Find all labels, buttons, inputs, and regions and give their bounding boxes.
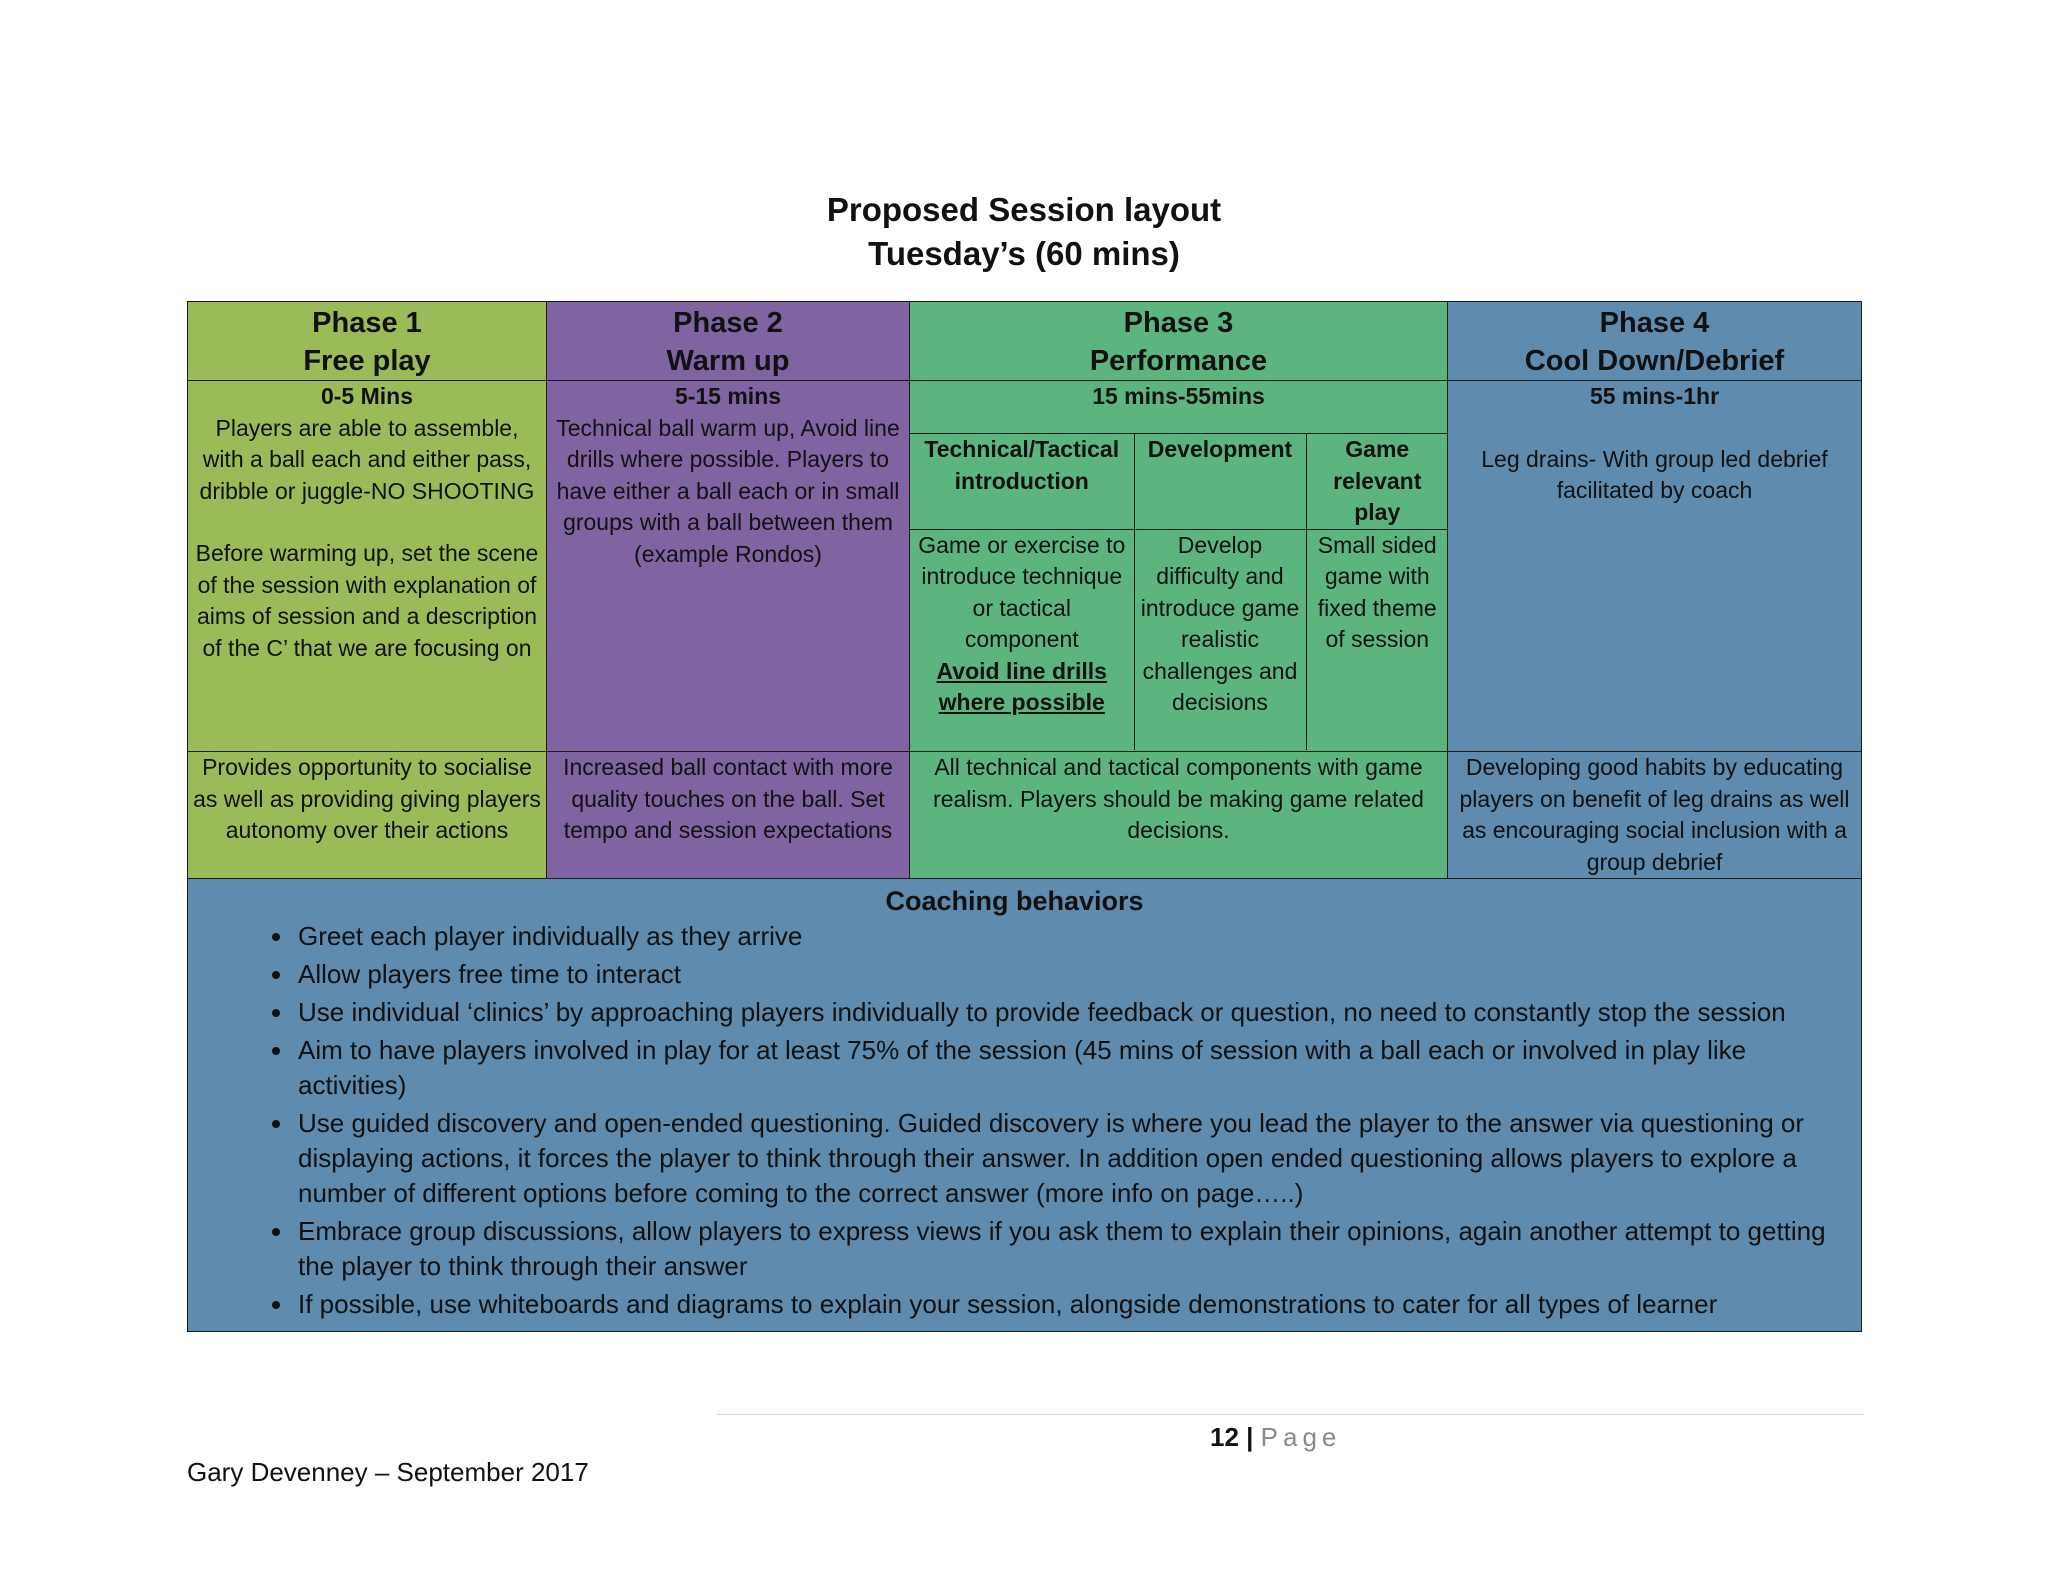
phase-4-time: 55 mins-1hr [1589,383,1720,409]
phase-2-time: 5-15 mins [674,383,782,409]
page-number [1210,1419,1341,1455]
phase-header-row [188,302,1862,381]
footer-divider [716,1414,1864,1415]
coaching-item: • Aim to have players involved in play for at least 75% of the session (45 mins of session with a ball each or involved in play like activities) [295,1033,1841,1103]
footer-author: Gary Devenney – September 2017 [187,1457,589,1487]
phase-3-sub-1-heading: Technical/Tactical introduction [910,434,1134,529]
phase-3-subtable [910,434,1448,750]
phase-3-sub-1-description: Game or exercise to introduce technique or tactical component [918,531,1126,652]
phase-4-benefit: Developing good habits by educating players on benefit of leg drains as well as encouraging social inclusion with a group debrief [1448,752,1862,879]
phase-2-detail [547,381,910,752]
phase-3-sub-2-description: Develop difficulty and introduce game realistic challenges and decisions [1134,529,1306,750]
phase-4-description: Leg drains- With group led debrief facilitated by coach [1481,445,1828,503]
phase-3-sub-3-heading: Game relevant play [1306,434,1448,529]
phase-2-header [547,302,910,381]
page-number-separator: | [1246,1422,1254,1452]
title-line-2: Tuesday’s (60 mins) [868,235,1180,272]
phase-1-name: Phase 1 [312,307,422,339]
phase-3-detail [910,381,1448,752]
coaching-title: Coaching behaviors [885,886,1144,916]
page-title [0,188,2048,276]
phase-3-name: Phase 3 [1123,307,1234,339]
coaching-list [188,919,1841,1322]
phase-3-subtitle: Performance [1089,345,1268,377]
phase-2-description: Technical ball warm up, Avoid line drills where possible. Players to have either a ball each or in small groups with a ball between them (example Rondos) [556,414,900,567]
phase-3-time: 15 mins-55mins [910,381,1447,434]
phase-1-benefit: Provides opportunity to socialise as well as providing giving players autonomy over their actions [188,752,547,879]
phase-3-sub-3-description: Small sided game with fixed theme of session [1306,529,1448,750]
title-line-1: Proposed Session layout [826,191,1222,228]
phase-1-description: Players are able to assemble, with a ball each and either pass, dribble or juggle-NO SHOOTING [199,414,535,504]
phase-3-benefit: All technical and tactical components with game realism. Players should be making game related decisions. [910,752,1448,879]
phase-2-subtitle: Warm up [666,345,790,377]
phase-2-benefit: Increased ball contact with more quality touches on the ball. Set tempo and session expectations [547,752,910,879]
phase-benefit-row [188,752,1862,879]
coaching-item: • Allow players free time to interact [295,957,1841,992]
page-label: Page [1260,1422,1342,1452]
phase-1-subtitle: Free play [303,345,431,377]
phase-3-sub-1-cell [910,529,1134,750]
coaching-behaviors [188,879,1862,1332]
phase-4-name: Phase 4 [1599,307,1710,339]
phase-4-subtitle: Cool Down/Debrief [1524,345,1785,377]
session-layout-table [187,301,1862,1332]
phase-3-sub-2-heading: Development [1134,434,1306,529]
coaching-row [188,879,1862,1332]
phase-4-header [1448,302,1862,381]
phase-4-detail [1448,381,1862,752]
phase-1-header [188,302,547,381]
phase-1-description-2: Before warming up, set the scene of the session with explanation of aims of session and a description of the C’ that we are focusing on [195,540,539,661]
phase-1-time: 0-5 Mins [320,383,414,409]
coaching-item: • If possible, use whiteboards and diagrams to explain your session, alongside demonstrations to cater for all types of learner [295,1287,1841,1322]
phase-1-detail [188,381,547,752]
coaching-item: • Use individual ‘clinics’ by approaching players individually to provide feedback or question, no need to constantly stop the session [295,995,1841,1030]
phase-2-name: Phase 2 [673,307,783,339]
page-number-value: 12 [1210,1422,1239,1452]
phase-3-sub-1-note: Avoid line drills where possible [936,657,1107,715]
coaching-item: • Greet each player individually as they arrive [295,919,1841,954]
coaching-item: • Use guided discovery and open-ended questioning. Guided discovery is where you lead the player to the answer via questioning or displaying actions, it forces the player to think through their answer. In addition open ended questioning allows players to explore a number of different options before coming to the correct answer (more info on page…..) [295,1106,1841,1211]
phase-3-header [910,302,1448,381]
coaching-item: • Embrace group discussions, allow players to express views if you ask them to explain their opinions, again another attempt to getting the player to think through their answer [295,1214,1841,1284]
phase-detail-row [188,381,1862,752]
